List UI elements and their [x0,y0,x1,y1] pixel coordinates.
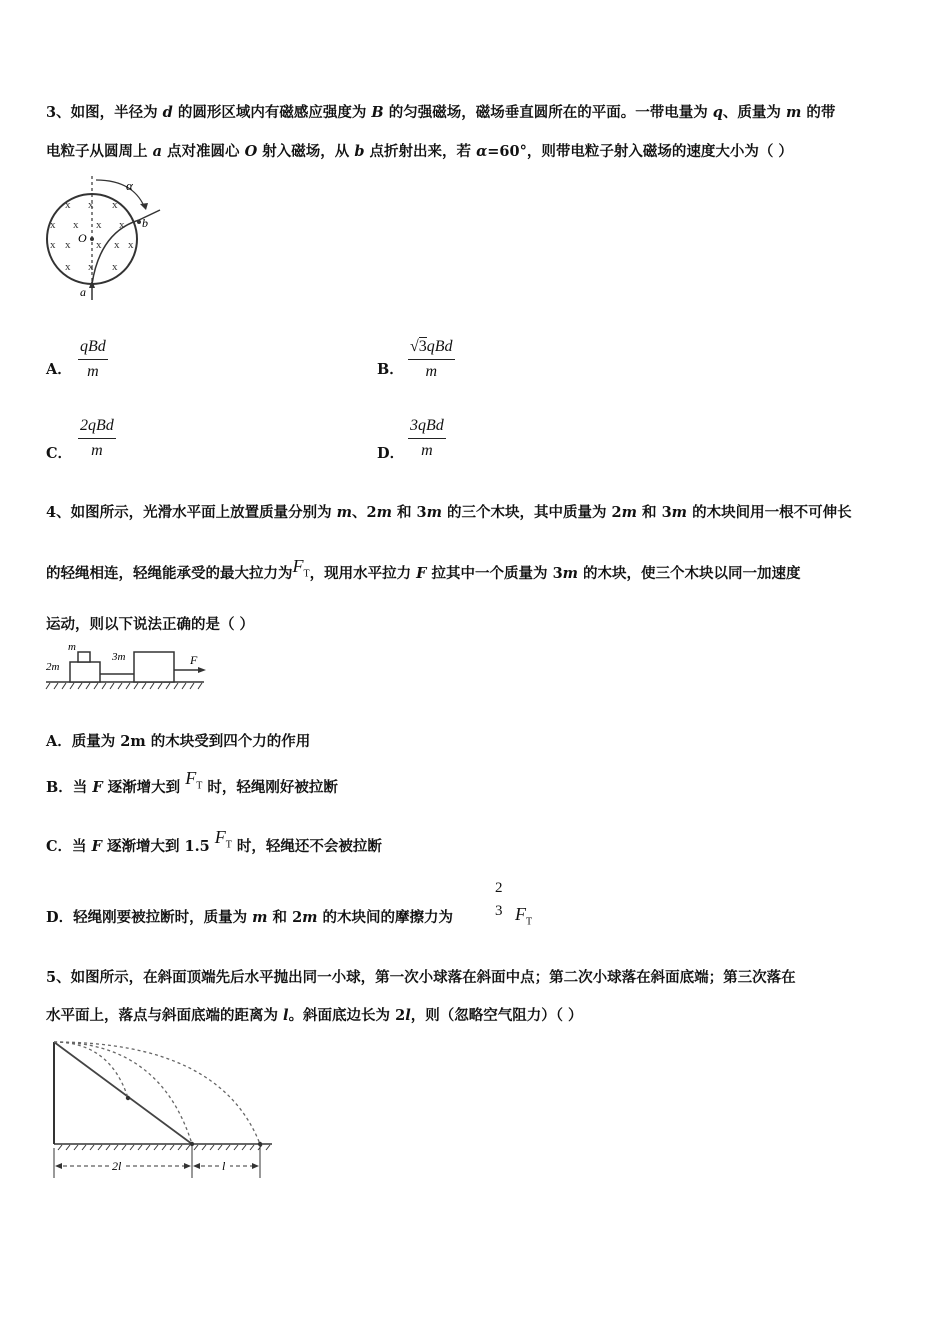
trajectory-3 [54,1042,260,1144]
svg-text:x: x [112,261,118,273]
q4-line-2: 的轻绳相连，轻绳能承受的最大拉力为$F_T$，现用水平拉力 F 拉其中一个质量为 3m 的木块，使三个木块以同一加速度 [46,556,801,582]
dim-arrow-2l-left [55,1163,62,1169]
svg-text:x: x [65,261,71,273]
q4-option-c[interactable]: C．当 F 逐渐增大到 1.5 $F_T$ 时，轻绳还不会被拉断 [46,827,382,855]
q3-option-b-fraction: √3qBd m [410,338,453,380]
q3-option-a[interactable]: A． [46,361,72,378]
dim-arrow-l-left [193,1163,200,1169]
landing-point-1 [126,1096,130,1100]
q4-option-a[interactable]: A．质量为 2m 的木块受到四个力的作用 [46,733,311,750]
label-2l: 2l [112,1159,122,1173]
q3-option-a-fraction: qBd m [80,338,106,380]
svg-text:x: x [88,261,94,273]
q3-option-b[interactable]: B． [377,361,404,378]
label-3m: 3m [112,651,126,663]
alpha-arc-arrowhead [140,203,148,210]
ft-symbol: $F_T$ [292,556,310,580]
q4-line-1: 4、如图所示，光滑水平面上放置质量分别为 m、2m 和 3m 的三个木块，其中质量为 2m 和 3m 的木块间用一根不可伸长 [46,504,852,521]
svg-text:x: x [65,199,71,211]
svg-text:x: x [50,239,56,251]
block-m [78,652,90,662]
svg-text:x: x [88,199,94,211]
svg-text:x: x [119,219,125,231]
label-l: l [222,1159,226,1173]
q3-line-2: 电粒子从圆周上 a 点对准圆心 O 射入磁场，从 b 点折射出来，若 α=60°，则带电粒子射入磁场的速度大小为（ ） [46,143,793,160]
ft-symbol: $F_T$ [214,827,232,851]
incline-slope [54,1042,192,1144]
q5-line-2: 水平面上，落点与斜面底端的距离为 l。斜面底边长为 2l，则（忽略空气阻力）（ ） [46,1007,583,1024]
block-2m [70,662,100,682]
svg-text:x: x [73,219,79,231]
ground-hatching [58,1145,270,1150]
svg-text:x: x [112,199,118,211]
q3-option-c-fraction: 2qBd m [80,417,114,459]
svg-text:x: x [65,239,71,251]
point-o-label: O [78,231,87,245]
q4-blocks-figure [44,640,214,692]
point-o [90,237,94,241]
q4-option-d-ft: $F_T$ [515,904,533,928]
q3-option-d-fraction: 3qBd m [410,417,444,459]
block-3m [134,652,174,682]
force-arrow-head [198,667,206,673]
q3-magnetic-field-figure [40,172,170,307]
label-m: m [68,641,76,653]
q3-option-d[interactable]: D． [377,445,405,462]
ground-hatching [46,683,202,689]
svg-text:x: x [96,239,102,251]
point-a-label: a [80,285,86,299]
q3-line-1: 3、如图，半径为 d 的圆形区域内有磁感应强度为 B 的匀强磁场，磁场垂直圆所在的平面。一带电量为 q、质量为 m 的带 [46,104,836,121]
q4-option-b[interactable]: B．当 F 逐渐增大到 $F_T$ 时，轻绳刚好被拉断 [46,768,338,796]
dim-arrow-2l-right [184,1163,191,1169]
q4-line-3: 运动，则以下说法正确的是（ ） [46,616,255,633]
label-2m: 2m [46,661,60,673]
svg-text:x: x [128,239,134,251]
point-b [137,220,141,224]
alpha-arc [96,180,144,206]
q5-incline-figure [50,1038,280,1180]
svg-text:x: x [50,219,56,231]
alpha-label: α [126,178,133,193]
point-b-label: b [142,216,148,230]
q5-line-1: 5、如图所示，在斜面顶端先后水平抛出同一小球，第一次小球落在斜面中点；第二次小球落在斜面底端；第三次落在 [46,969,796,986]
q3-option-c[interactable]: C． [46,445,73,462]
q4-option-d-fraction: 2 3 [495,880,503,919]
ft-symbol: $F_T$ [185,768,203,792]
label-F: F [190,653,198,667]
svg-text:x: x [96,219,102,231]
q4-option-d[interactable]: D．轻绳刚要被拉断时，质量为 m 和 2m 的木块间的摩擦力为 [46,909,454,926]
svg-text:x: x [114,239,120,251]
dim-arrow-l-right [252,1163,259,1169]
